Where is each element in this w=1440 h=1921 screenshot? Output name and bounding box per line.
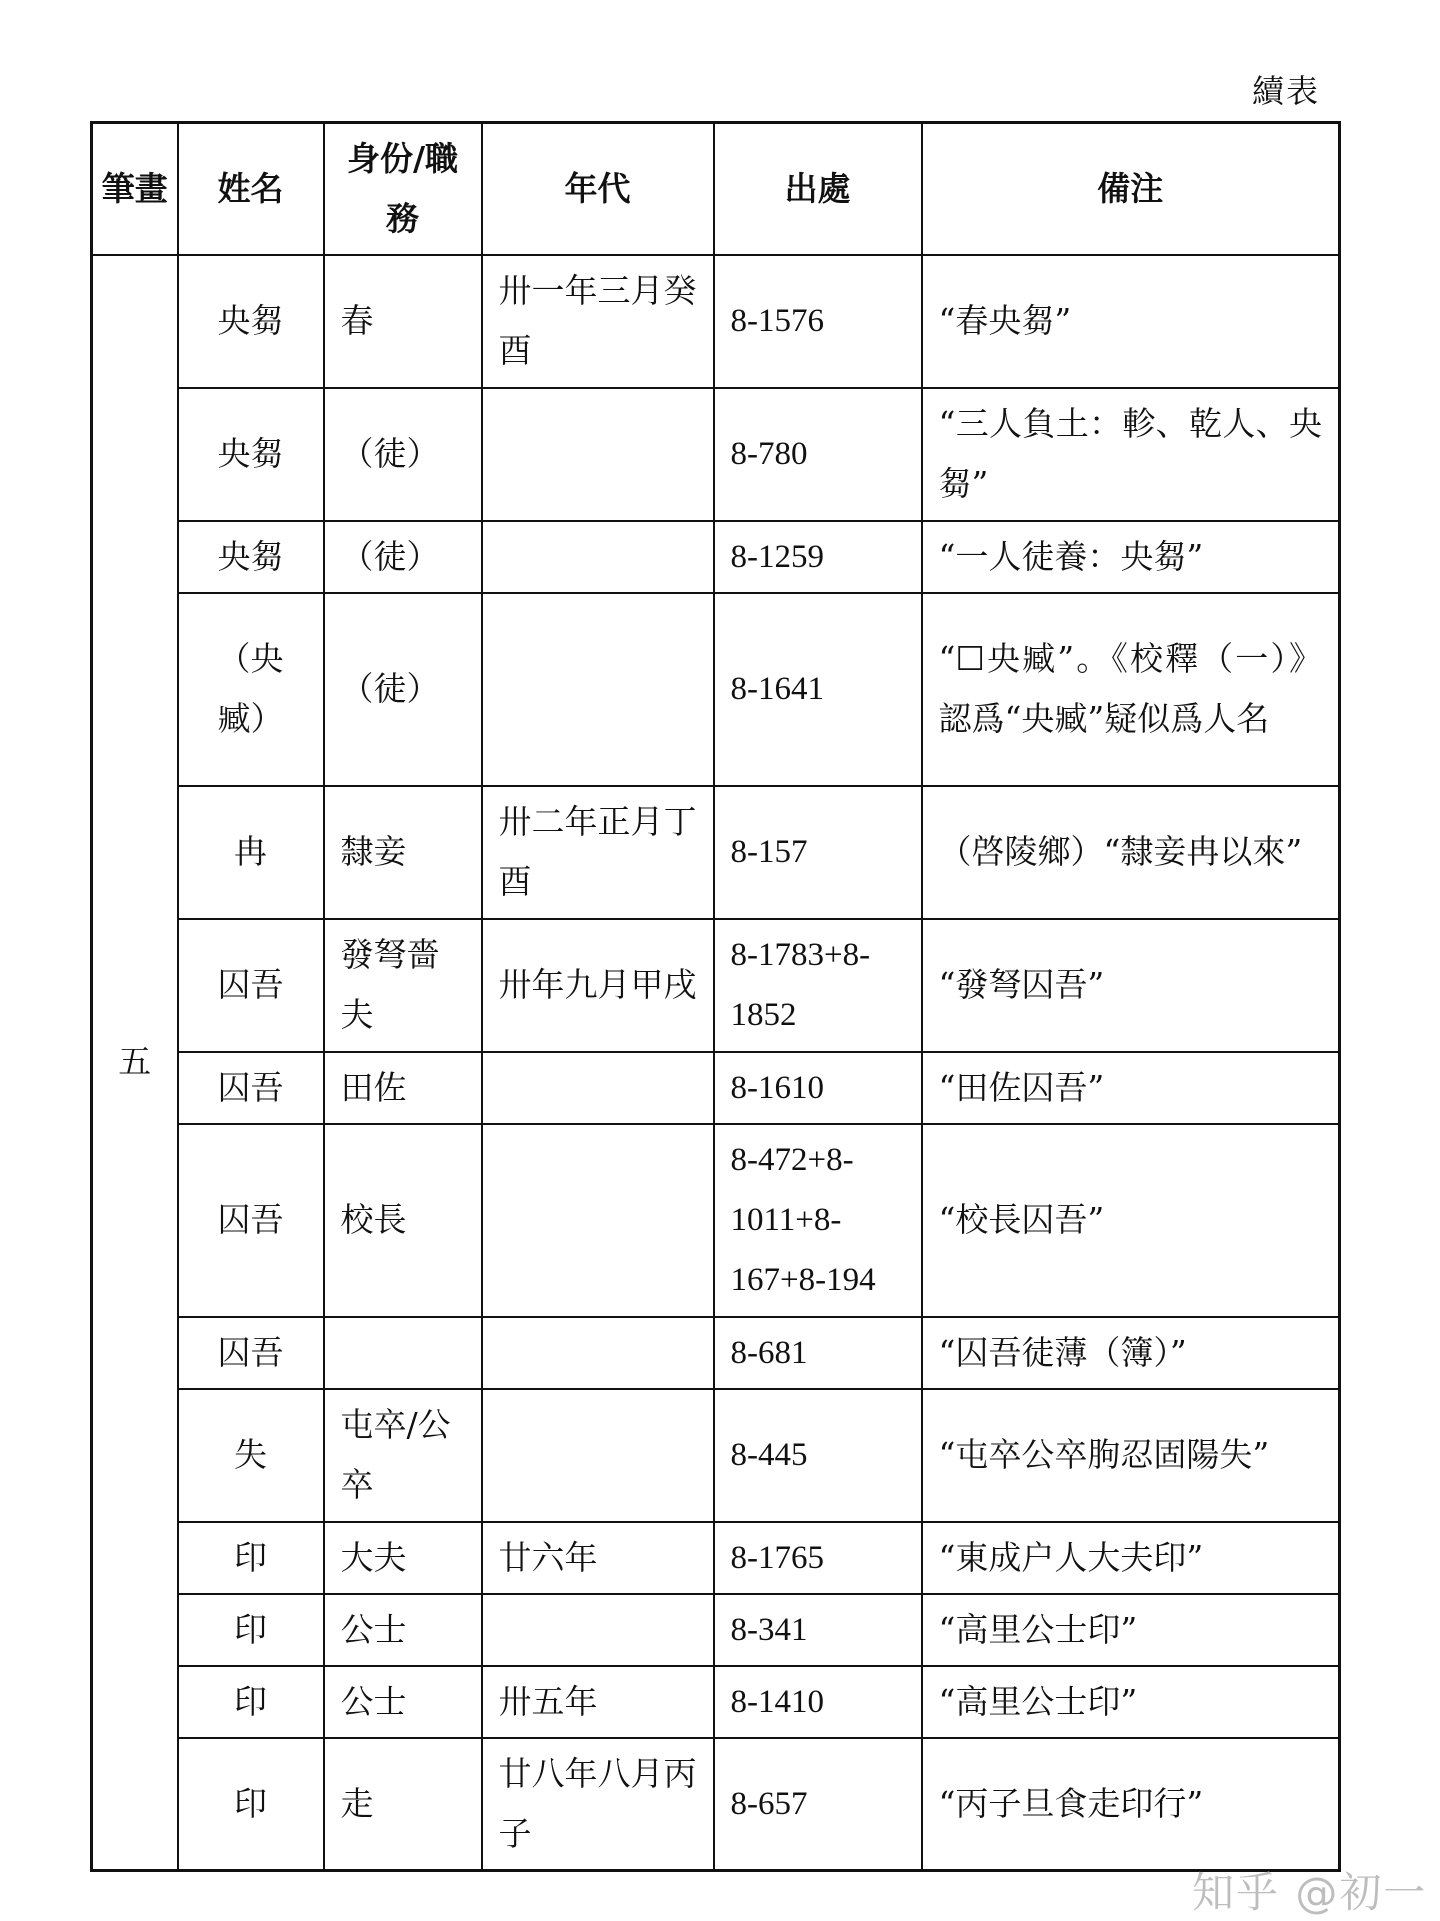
header-source: 出處 bbox=[714, 123, 922, 255]
source-cell: 8-472+8-1011+8-167+8-194 bbox=[714, 1124, 922, 1317]
table-row bbox=[92, 1522, 1340, 1594]
note-cell: “高里公士印” bbox=[922, 1666, 1340, 1738]
note-cell: “三人負土：軫、乾人、央芻” bbox=[922, 388, 1340, 521]
note-cell: “高里公士印” bbox=[922, 1594, 1340, 1666]
source-cell: 8-1410 bbox=[714, 1666, 922, 1738]
table-row bbox=[92, 1389, 1340, 1522]
table-row bbox=[92, 1666, 1340, 1738]
year-cell bbox=[482, 521, 714, 593]
year-cell: 廿八年八月丙子 bbox=[482, 1738, 714, 1871]
table-row bbox=[92, 786, 1340, 919]
status-cell: 田佐 bbox=[324, 1052, 482, 1124]
source-cell: 8-1259 bbox=[714, 521, 922, 593]
year-cell: 卅二年正月丁酉 bbox=[482, 786, 714, 919]
name-cell: 印 bbox=[178, 1666, 324, 1738]
source-cell: 8-1765 bbox=[714, 1522, 922, 1594]
status-cell: （徒） bbox=[324, 593, 482, 786]
note-cell: “屯卒公卒朐忍固陽失” bbox=[922, 1389, 1340, 1522]
table-header-row bbox=[92, 123, 1340, 255]
status-cell: （徒） bbox=[324, 521, 482, 593]
name-cell: 央芻 bbox=[178, 255, 324, 388]
source-cell: 8-1783+8-1852 bbox=[714, 919, 922, 1052]
table-body bbox=[92, 255, 1340, 1871]
name-cell: 失 bbox=[178, 1389, 324, 1522]
table-row bbox=[92, 1738, 1340, 1871]
note-cell: “春央芻” bbox=[922, 255, 1340, 388]
status-cell: 隸妾 bbox=[324, 786, 482, 919]
header-status: 身份/職務 bbox=[324, 123, 482, 255]
note-cell: “囚吾徒薄（簿）” bbox=[922, 1317, 1340, 1389]
source-cell: 8-1610 bbox=[714, 1052, 922, 1124]
table-row bbox=[92, 1317, 1340, 1389]
continued-table-label: 續表 bbox=[1251, 72, 1320, 110]
note-cell: “田佐囚吾” bbox=[922, 1052, 1340, 1124]
status-cell: 走 bbox=[324, 1738, 482, 1871]
year-cell: 卅一年三月癸酉 bbox=[482, 255, 714, 388]
note-cell: “校長囚吾” bbox=[922, 1124, 1340, 1317]
status-cell: （徒） bbox=[324, 388, 482, 521]
source-cell: 8-341 bbox=[714, 1594, 922, 1666]
source-cell: 8-157 bbox=[714, 786, 922, 919]
year-cell bbox=[482, 1052, 714, 1124]
note-cell: “發弩囚吾” bbox=[922, 919, 1340, 1052]
year-cell: 卅五年 bbox=[482, 1666, 714, 1738]
status-cell: 校長 bbox=[324, 1124, 482, 1317]
table-row bbox=[92, 1124, 1340, 1317]
source-cell: 8-780 bbox=[714, 388, 922, 521]
name-cell: 印 bbox=[178, 1522, 324, 1594]
personnel-table bbox=[90, 121, 1341, 1872]
name-cell: （央臧） bbox=[178, 593, 324, 786]
status-cell: 公士 bbox=[324, 1594, 482, 1666]
table-row bbox=[92, 1594, 1340, 1666]
header-stroke: 筆畫 bbox=[92, 123, 178, 255]
note-cell: “一人徒養：央芻” bbox=[922, 521, 1340, 593]
source-cell: 8-1576 bbox=[714, 255, 922, 388]
name-cell: 印 bbox=[178, 1738, 324, 1871]
table-row bbox=[92, 1052, 1340, 1124]
year-cell bbox=[482, 593, 714, 786]
name-cell: 囚吾 bbox=[178, 1052, 324, 1124]
year-cell bbox=[482, 1124, 714, 1317]
year-cell: 廿六年 bbox=[482, 1522, 714, 1594]
header-name: 姓名 bbox=[178, 123, 324, 255]
year-cell bbox=[482, 1594, 714, 1666]
year-cell bbox=[482, 1389, 714, 1522]
source-cell: 8-1641 bbox=[714, 593, 922, 786]
name-cell: 囚吾 bbox=[178, 919, 324, 1052]
year-cell bbox=[482, 388, 714, 521]
name-cell: 印 bbox=[178, 1594, 324, 1666]
note-cell: “☐央臧”。《校釋（一）》認爲“央臧”疑似爲人名 bbox=[922, 593, 1340, 786]
note-cell: （啓陵鄉）“隸妾冉以來” bbox=[922, 786, 1340, 919]
status-cell: 發弩嗇夫 bbox=[324, 919, 482, 1052]
source-cell: 8-445 bbox=[714, 1389, 922, 1522]
stroke-group-cell: 五 bbox=[92, 255, 178, 1871]
name-cell: 央芻 bbox=[178, 388, 324, 521]
header-note: 備注 bbox=[922, 123, 1340, 255]
source-cell: 8-657 bbox=[714, 1738, 922, 1871]
name-cell: 囚吾 bbox=[178, 1317, 324, 1389]
status-cell: 屯卒/公卒 bbox=[324, 1389, 482, 1522]
status-cell: 春 bbox=[324, 255, 482, 388]
status-cell bbox=[324, 1317, 482, 1389]
name-cell: 囚吾 bbox=[178, 1124, 324, 1317]
name-cell: 央芻 bbox=[178, 521, 324, 593]
status-cell: 大夫 bbox=[324, 1522, 482, 1594]
note-cell: “東成户人大夫印” bbox=[922, 1522, 1340, 1594]
year-cell: 卅年九月甲戌 bbox=[482, 919, 714, 1052]
table-row bbox=[92, 255, 1340, 388]
table-row bbox=[92, 388, 1340, 521]
table-row bbox=[92, 919, 1340, 1052]
status-cell: 公士 bbox=[324, 1666, 482, 1738]
name-cell: 冉 bbox=[178, 786, 324, 919]
table-row bbox=[92, 593, 1340, 786]
note-cell: “丙子旦食走印行” bbox=[922, 1738, 1340, 1871]
table-row bbox=[92, 521, 1340, 593]
year-cell bbox=[482, 1317, 714, 1389]
header-year: 年代 bbox=[482, 123, 714, 255]
watermark: 知乎 @初一 bbox=[1192, 1868, 1428, 1917]
source-cell: 8-681 bbox=[714, 1317, 922, 1389]
